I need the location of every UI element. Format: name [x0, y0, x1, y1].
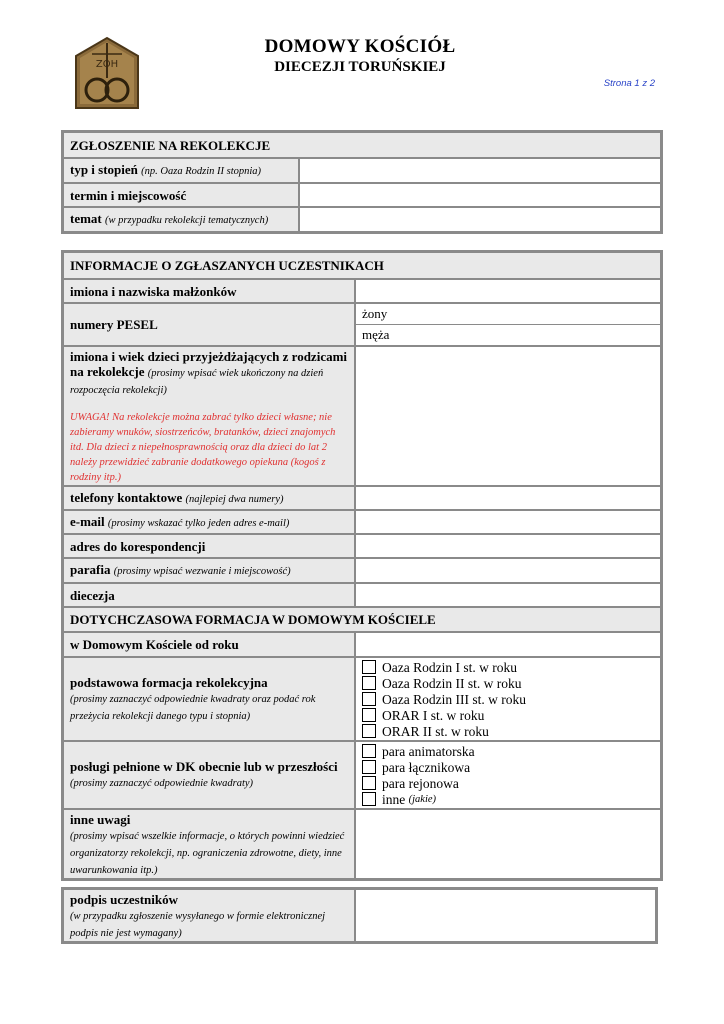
checkbox[interactable] [362, 708, 376, 722]
signature-label: podpis uczestników (w przypadku zgłoszenie wysyłanego w formie elektronicznej podpis nie jest wymagany) [63, 889, 355, 942]
phones-label: telefony kontaktowe (najlepiej dwa numery) [63, 486, 355, 510]
pesel-wife-field[interactable]: żony [356, 304, 660, 325]
checkbox[interactable] [362, 744, 376, 758]
document-title: DOMOWY KOŚCIÓŁ [264, 36, 456, 57]
registration-table [61, 130, 663, 234]
section-heading: INFORMACJE O ZGŁASZANYCH UCZESTNIKACH [63, 252, 661, 279]
notes-field[interactable] [355, 809, 661, 879]
page-number: Strona 1 z 2 [603, 78, 655, 89]
signature-field[interactable] [355, 889, 656, 942]
spouses-names-label: imiona i nazwiska małżonków [63, 279, 355, 303]
since-year-field[interactable] [355, 632, 661, 657]
service-options: para animatorska para łącznikowa para rejonowa inne (jakie) [355, 741, 661, 809]
participants-table [61, 250, 663, 881]
checkbox[interactable] [362, 792, 376, 806]
diocese-label: diecezja [63, 583, 355, 607]
parish-field[interactable] [355, 558, 661, 583]
service-label: posługi pełnione w DK obecnie lub w przeszłości (prosimy zaznaczyć odpowiednie kwadraty) [63, 741, 355, 809]
type-label: typ i stopień (np. Oaza Rodzin II stopnia) [63, 158, 299, 183]
email-label: e-mail (prosimy wskazać tylko jeden adres e-mail) [63, 510, 355, 534]
spouses-names-field[interactable] [355, 279, 661, 303]
since-year-label: w Domowym Kościele od roku [63, 632, 355, 657]
address-field[interactable] [355, 534, 661, 558]
diocese-field[interactable] [355, 583, 661, 607]
type-field[interactable] [299, 158, 661, 183]
topic-field[interactable] [299, 207, 661, 232]
children-field[interactable] [355, 346, 661, 486]
church-logo [70, 34, 144, 110]
address-label: adres do korespondencji [63, 534, 355, 558]
children-label: imiona i wiek dzieci przyjeżdżających z rodzicami na rekolekcje (prosimy wpisać wiek ukończony na dzień rozpoczęcia rekolekcji) UWAGA! Na rekolekcje można zabrać tylko dzieci własne; nie zabieramy wnuków, siostrzeńców, bratanków, dzieci znajomych itd. Dla dzieci z niepełnosprawnością oraz dla dzieci do lat 2 należy przewidzieć zabranie dodatkowego opiekuna (kogoś z rodziny itp.) [63, 346, 355, 486]
email-field[interactable] [355, 510, 661, 534]
pesel-label: numery PESEL [63, 303, 355, 346]
pesel-husband-field[interactable]: męża [362, 327, 390, 342]
signature-table [61, 887, 658, 944]
svg-text:ZOH: ZOH [95, 59, 119, 70]
notes-label: inne uwagi (prosimy wpisać wszelkie informacje, o których powinni wiedzieć organizatorzy rekolekcji, np. ograniczenia zdrowotne, diety, inne uwarunkowania itp.) [63, 809, 355, 879]
formation-options: Oaza Rodzin I st. w roku Oaza Rodzin II st. w roku Oaza Rodzin III st. w roku ORAR I st. w roku ORAR II st. w roku [355, 657, 661, 741]
checkbox[interactable] [362, 724, 376, 738]
parish-label: parafia (prosimy wpisać wezwanie i miejscowość) [63, 558, 355, 583]
topic-label: temat (w przypadku rekolekcji tematycznych) [63, 207, 299, 232]
checkbox[interactable] [362, 692, 376, 706]
children-warning: UWAGA! Na rekolekcje można zabrać tylko dzieci własne; nie zabieramy wnuków, siostrzeńców, bratanków, dzieci znajomych itd. Dla dzieci z niepełnosprawnością oraz dla dzieci do lat 2 należy przewidzieć zabranie dodatkowego opiekuna (kogoś z rodziny itp.) [70, 412, 336, 483]
section-heading: ZGŁOSZENIE NA REKOLEKCJE [63, 132, 661, 158]
date-place-field[interactable] [299, 183, 661, 207]
formation-label: podstawowa formacja rekolekcyjna (prosimy zaznaczyć odpowiednie kwadraty oraz podać rok przeżycia rekolekcji danego typu i stopnia) [63, 657, 355, 741]
checkbox[interactable] [362, 776, 376, 790]
date-place-label: termin i miejscowość [63, 183, 299, 207]
phones-field[interactable] [355, 486, 661, 510]
section-heading: DOTYCHCZASOWA FORMACJA W DOMOWYM KOŚCIELE [63, 607, 661, 632]
checkbox[interactable] [362, 660, 376, 674]
checkbox[interactable] [362, 676, 376, 690]
document-subtitle: DIECEZJI TORUŃSKIEJ [274, 59, 446, 75]
checkbox[interactable] [362, 760, 376, 774]
